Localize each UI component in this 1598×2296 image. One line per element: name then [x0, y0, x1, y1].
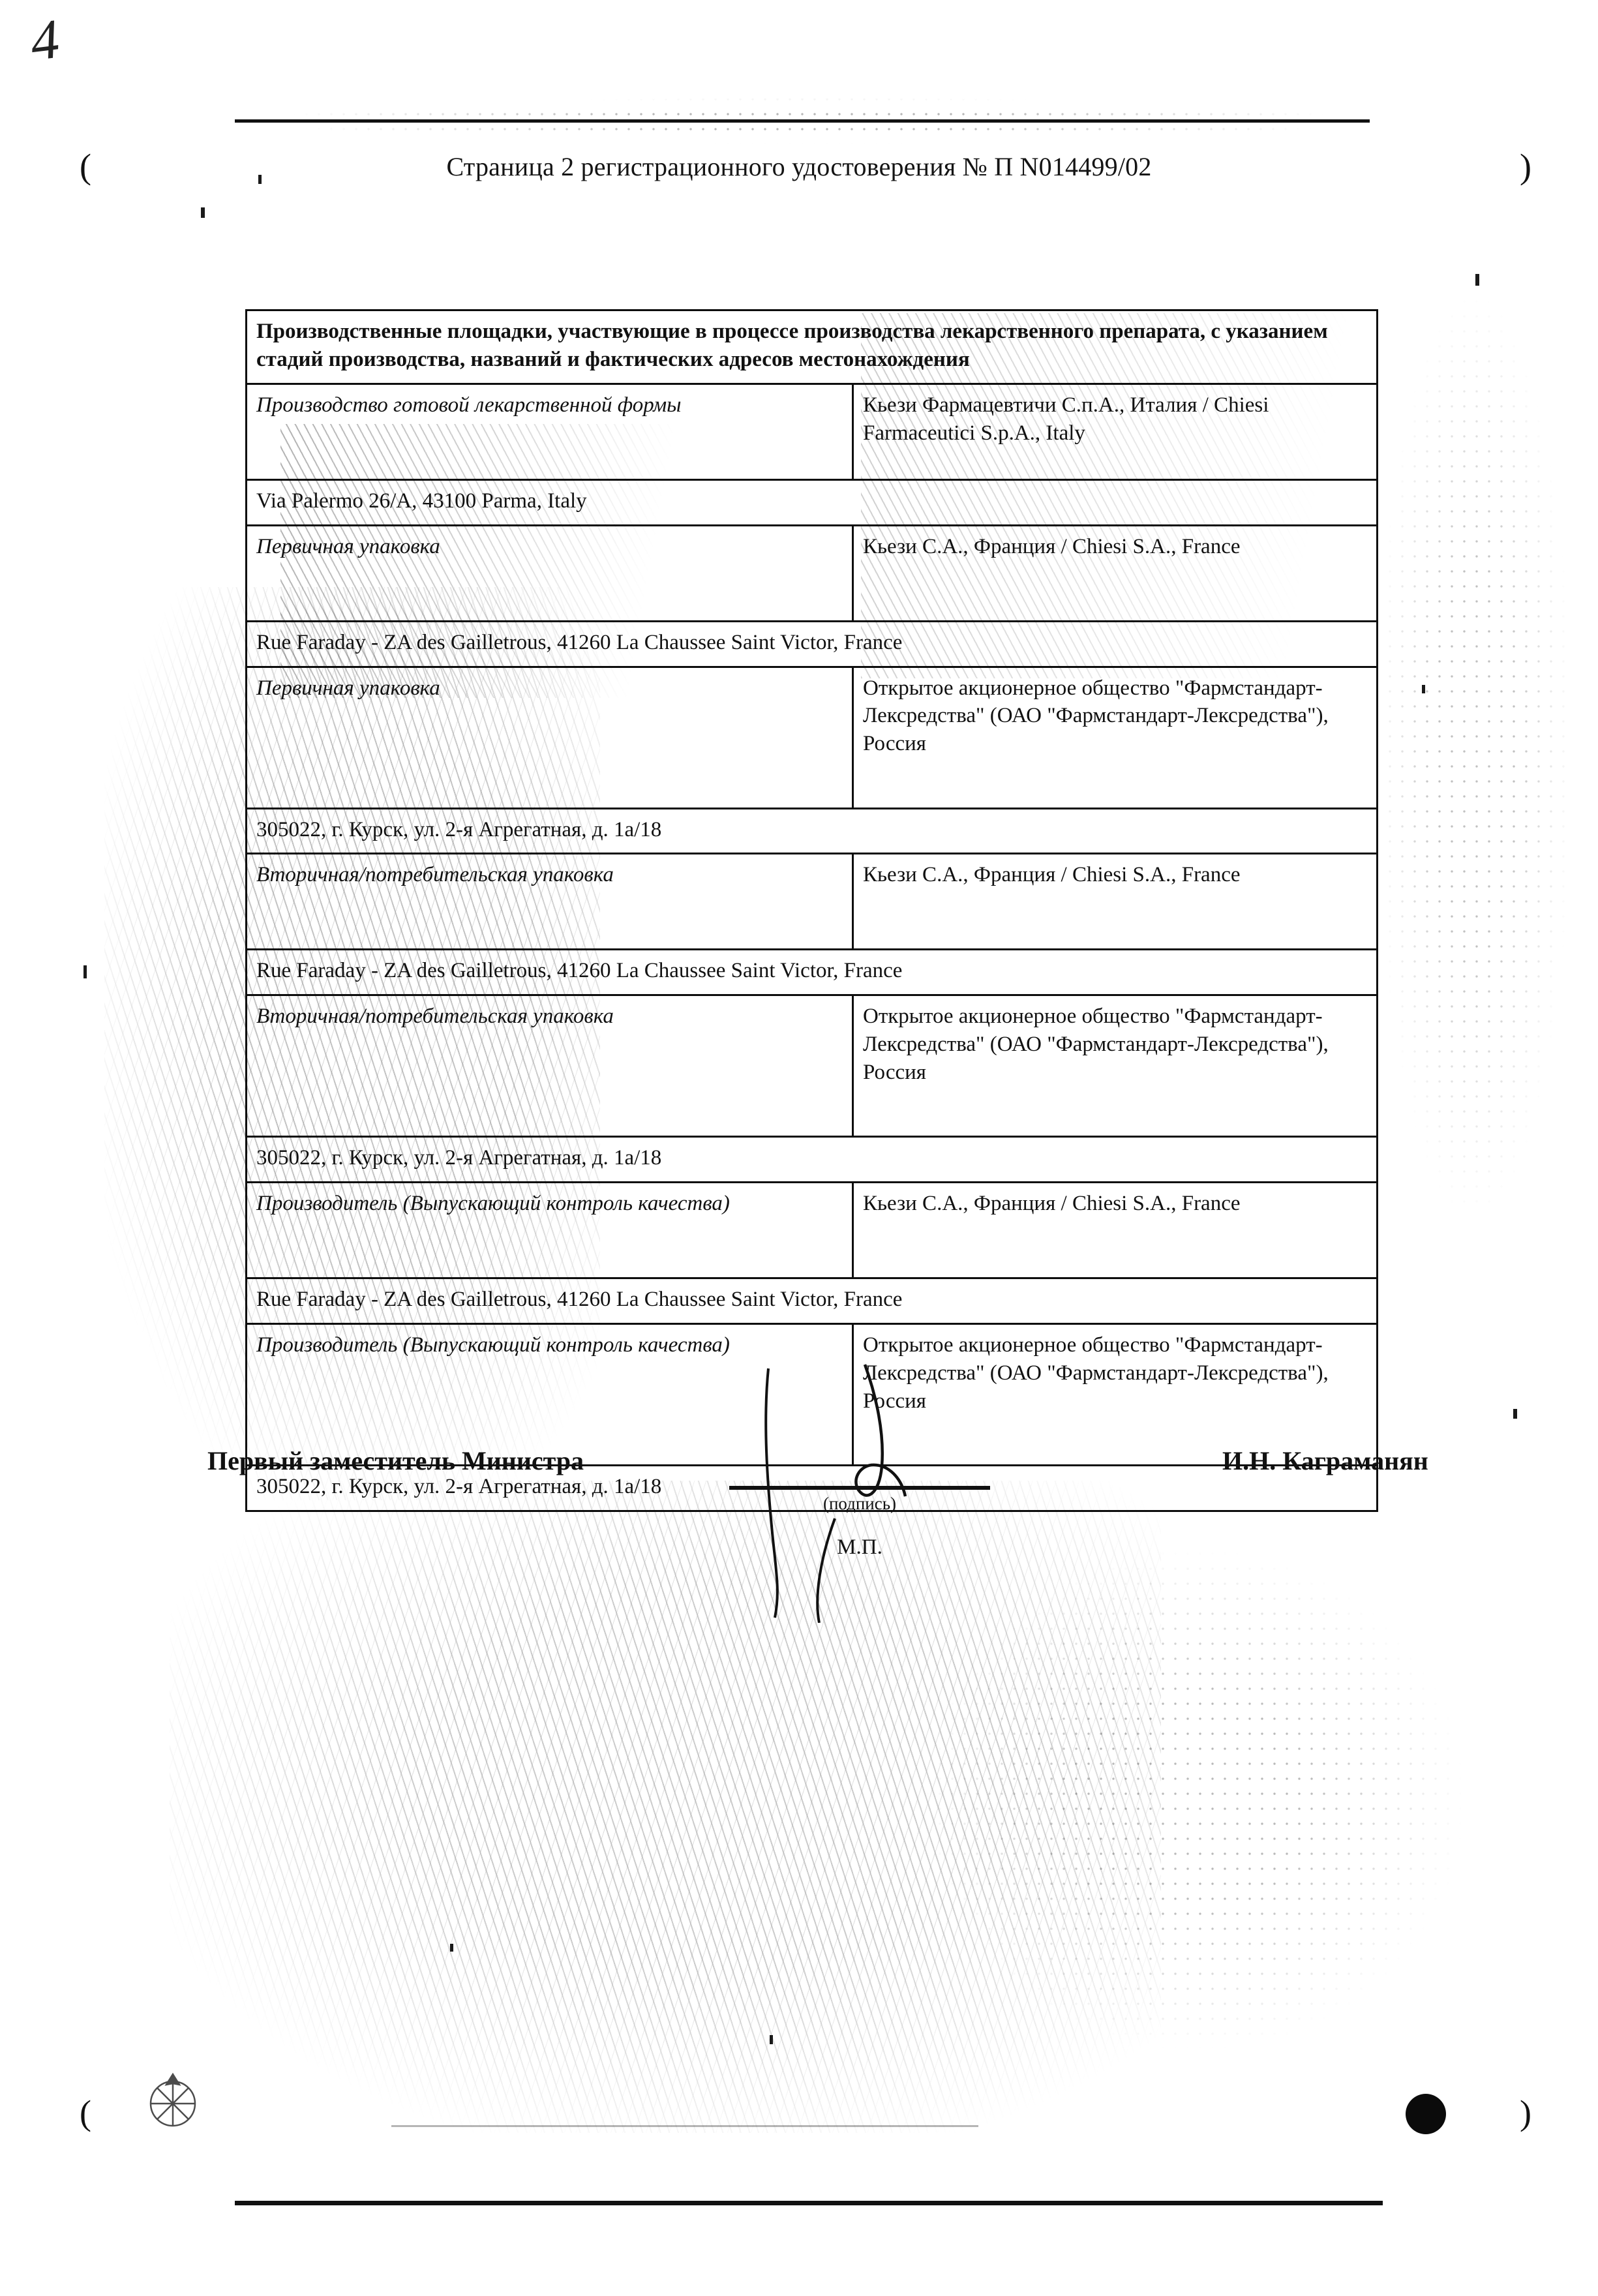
- site-cell: Кьези Фармацевтичи С.п.А., Италия / Chiesi Farmaceutici S.p.A., Italy: [853, 384, 1378, 479]
- stage-cell: Вторичная/потребительская упаковка: [247, 854, 853, 950]
- scan-noise-right-margin: [1376, 300, 1572, 1213]
- scan-speck: [83, 965, 87, 978]
- corner-bracket-bottom-left: (: [80, 2093, 91, 2132]
- table-row: [247, 384, 1378, 479]
- table-row: [247, 854, 1378, 950]
- table-row: [247, 1183, 1378, 1278]
- scan-noise-bottom-right: [926, 1552, 1461, 2048]
- stage-cell: Производитель (Выпускающий контроль качества): [247, 1183, 853, 1278]
- address-cell: Via Palermo 26/A, 43100 Parma, Italy: [247, 479, 1378, 525]
- stage-cell: Производство готовой лекарственной формы: [247, 384, 853, 479]
- scan-speck: [1422, 685, 1425, 693]
- signatory-title: Первый заместитель Министра: [207, 1446, 584, 1475]
- page-title: Страница 2 регистрационного удостоверения № П N014499/02: [446, 152, 1152, 181]
- site-cell: Открытое акционерное общество "Фармстандарт-Лексредства" (ОАО "Фармстандарт-Лексредства"), Россия: [853, 995, 1378, 1137]
- stage-cell: Первичная упаковка: [247, 525, 853, 621]
- signature-block: [0, 1445, 1598, 1615]
- scan-speck: [258, 175, 262, 184]
- table-header-row: [247, 310, 1378, 384]
- address-cell: 305022, г. Курск, ул. 2-я Агрегатная, д. 1а/18: [247, 808, 1378, 854]
- site-cell: Открытое акционерное общество "Фармстандарт-Лексредства" (ОАО "Фармстандарт-Лексредства"), Россия: [853, 1324, 1378, 1466]
- scan-speck: [1475, 274, 1479, 286]
- manufacturing-sites-table: [245, 309, 1378, 1512]
- scan-speck: [1513, 1409, 1517, 1419]
- site-cell: Кьези С.А., Франция / Chiesi S.A., France: [853, 854, 1378, 950]
- table-row: [247, 667, 1378, 808]
- address-cell: 305022, г. Курск, ул. 2-я Агрегатная, д. 1а/18: [247, 1466, 1378, 1511]
- table-row: [247, 808, 1378, 854]
- signatory-name: И.Н. Каграманян: [1222, 1446, 1428, 1475]
- faint-bottom-artifact-rule: [391, 2125, 978, 2127]
- bottom-divider-rule: [235, 2201, 1383, 2205]
- corner-bracket-bottom-right: ): [1520, 2093, 1531, 2132]
- address-cell: Rue Faraday - ZA des Gailletrous, 41260 La Chaussee Saint Victor, France: [247, 621, 1378, 667]
- scan-speck: [450, 1944, 453, 1952]
- address-cell: 305022, г. Курск, ул. 2-я Агрегатная, д. 1а/18: [247, 1137, 1378, 1183]
- site-cell: Кьези С.А., Франция / Chiesi S.A., France: [853, 1183, 1378, 1278]
- top-divider-rule: [235, 119, 1370, 123]
- scan-speck: [201, 207, 205, 218]
- corner-bracket-top-left: (: [80, 147, 91, 186]
- rosette-artifact: [127, 2055, 219, 2152]
- address-cell: Rue Faraday - ZA des Gailletrous, 41260 La Chaussee Saint Victor, France: [247, 950, 1378, 995]
- table-row: [247, 621, 1378, 667]
- stage-cell: Первичная упаковка: [247, 667, 853, 808]
- scan-speck: [770, 2035, 773, 2044]
- stage-cell: Производитель (Выпускающий контроль качества): [247, 1324, 853, 1466]
- table-row: [247, 995, 1378, 1137]
- table-row: [247, 1278, 1378, 1324]
- table-row: [247, 1137, 1378, 1183]
- site-cell: Открытое акционерное общество "Фармстандарт-Лексредства" (ОАО "Фармстандарт-Лексредства"), Россия: [853, 667, 1378, 808]
- seal-label: М.П.: [837, 1535, 882, 1559]
- table-row: [247, 479, 1378, 525]
- handwritten-page-mark: 4: [30, 6, 61, 74]
- corner-bracket-top-right: ): [1520, 147, 1531, 186]
- table-title-cell: Производственные площадки, участвующие в процессе производства лекарственного препарата, с указанием стадий производства, названий и фактических адресов местонахождения: [247, 310, 1378, 384]
- table-row: [247, 525, 1378, 621]
- site-cell: Кьези С.А., Франция / Chiesi S.A., France: [853, 525, 1378, 621]
- table-row: [247, 1324, 1378, 1466]
- stage-cell: Вторичная/потребительская упаковка: [247, 995, 853, 1137]
- table-row: [247, 950, 1378, 995]
- address-cell: Rue Faraday - ZA des Gailletrous, 41260 La Chaussee Saint Victor, France: [247, 1278, 1378, 1324]
- ink-dot-mark: [1406, 2094, 1446, 2134]
- signature-caption: (подпись): [822, 1494, 897, 1513]
- signature-rule: [729, 1486, 990, 1490]
